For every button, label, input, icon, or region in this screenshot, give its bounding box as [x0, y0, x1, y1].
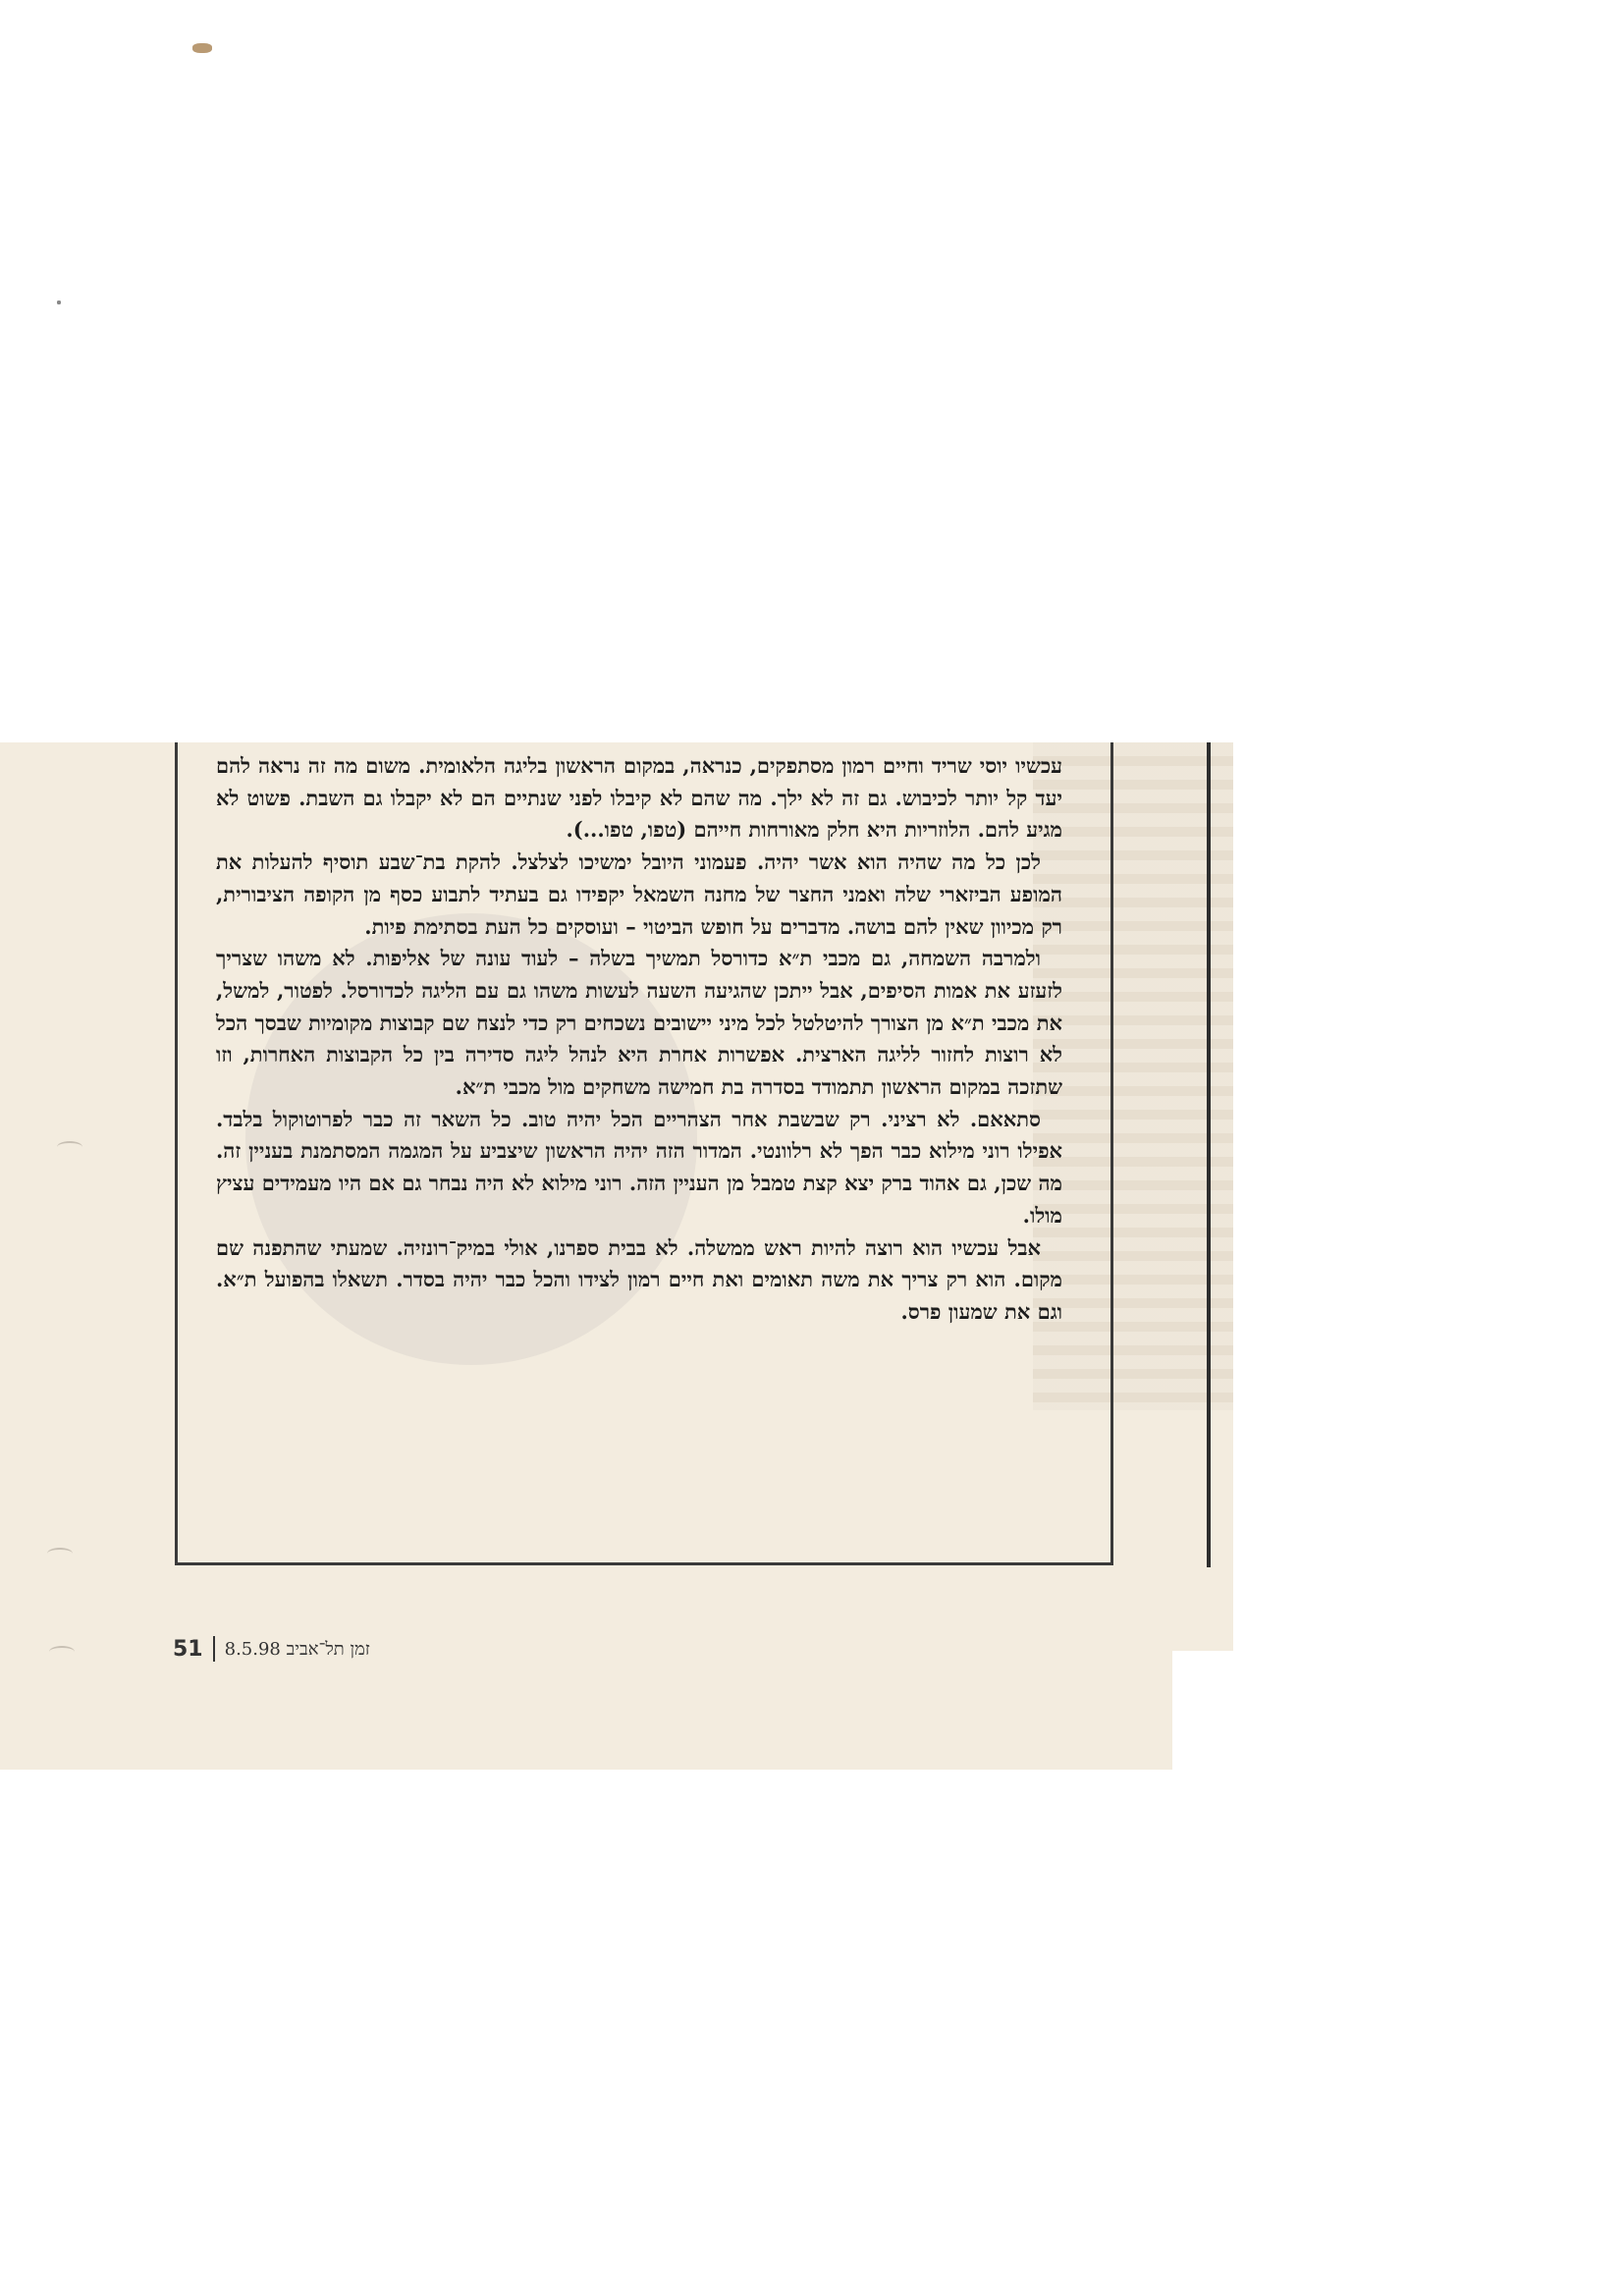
page-footer [173, 1634, 370, 1664]
paragraph: ולמרבה השמחה, גם מכבי ת״א כדורסל תמשיך בשלה – לעוד עונה של אליפות. לא משהו שצריך לזעזע את אמות הסיפים, אבל ייתכן שהגיעה השעה לעשות משהו גם עם הליגה לכדורסל. לפטור, למשל, את מכבי ת״א מן הצורך להיטלטל לכל מיני יישובים נשכחים רק כדי לנצח שם קבוצות מקומיות שבסך הכל לא רוצות לחזור לליגה הארצית. אפשרות אחרת היא לנהל ליגה סדירה בין כל הקבוצות האחרות, וזו שתזכה במקום הראשון תתמודד בסדרה בת חמישה משחקים מול מכבי ת״א. [216, 946, 1062, 1100]
paragraph: אבל עכשיו הוא רוצה להיות ראש ממשלה. לא בבית ספרנו, אולי במיק־רונזיה. שמעתי שהתפנה שם מקום. הוא רק צריך את משה תאומים ואת חיים רמון לצידו והכל כבר יהיה בסדר. תשאלו בהפועל ת״א. וגם את שמעון פרס. [216, 1234, 1062, 1324]
publication-name: זמן תל־אביב [286, 1638, 370, 1660]
page-number: 51 [173, 1636, 203, 1662]
article-body [216, 750, 1062, 1329]
paper-nick [47, 1548, 73, 1559]
issue-line [225, 1639, 370, 1660]
paper-nick [57, 1141, 82, 1153]
paragraph: לכן כל מה שהיה הוא אשר יהיה. פעמוני היובל ימשיכו לצלצל. להקת בת־שבע תוסיף להעלות את המופע הביזארי שלה ואמני החצר של מחנה השמאל יקפידו גם בעתיד לתבוע כסף מן הקופה הציבורית, רק מכיוון שאין להם בושה. מדברים על חופש הביטוי – ועוסקים כל העת בסתימת פיות. [216, 849, 1062, 939]
paper-speck [192, 43, 212, 53]
column-rule [1207, 742, 1211, 1567]
paper-nick [49, 1646, 75, 1658]
paper-speck [57, 301, 61, 304]
paragraph: סתאאם. לא רציני. רק שבשבת אחר הצהריים הכל יהיה טוב. כל השאר זה כבר לפרוטוקול בלבד. אפילו רוני מילוא כבר הפך לא רלוונטי. המדור הזה יהיה הראשון שיצביע על המגמה המסתמנת בעניין זה. מה שכן, גם אהוד ברק יצא קצת טמבל מן העניין הזה. רוני מילוא לא היה נבחר גם אם היו מעמידים עציץ מולו. [216, 1106, 1062, 1228]
paragraph: עכשיו יוסי שריד וחיים רמון מסתפקים, כנראה, במקום הראשון בליגה הלאומית. משום מה זה נראה להם יעד קל יותר לכיבוש. גם זה לא ילך. מה שהם לא קיבלו לפני שנתיים הם לא יקבלו גם השבת. פשוט לא מגיע להם. הלוזריות היא חלק מאורחות חייהם (טפו, טפו...). [216, 753, 1062, 843]
footer-divider [213, 1636, 215, 1662]
issue-date: 8.5.98 [224, 1638, 281, 1660]
